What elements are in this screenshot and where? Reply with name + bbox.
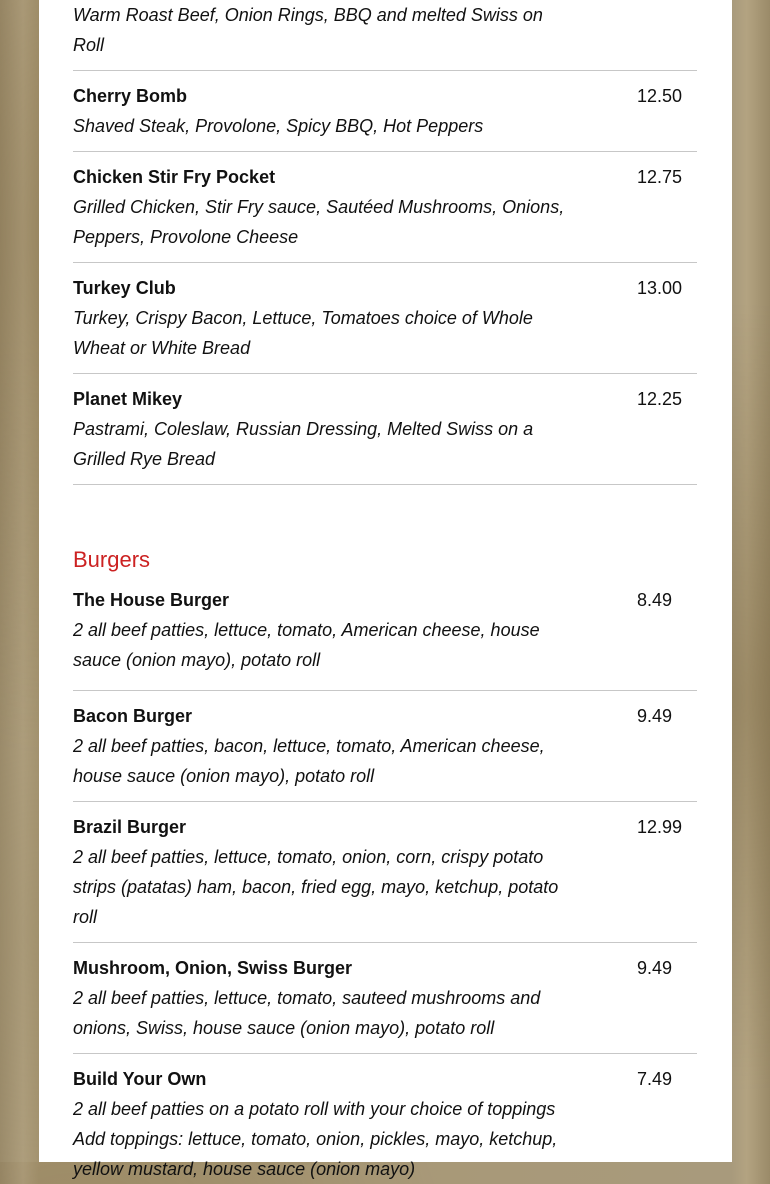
- menu-item: [73, 0, 697, 71]
- section-burgers: [73, 485, 697, 1184]
- item-description: 2 all beef patties on a potato roll with your choice of toppings Add toppings: lettuce, tomato, onion, pickles, mayo, ketchup, yellow mustard, house sauce (onion mayo): [73, 1099, 558, 1179]
- item-description: 2 all beef patties, lettuce, tomato, onion, corn, crispy potato strips (patatas) ham, bacon, fried egg, mayo, ketchup, potato roll: [73, 847, 559, 927]
- menu-item: [73, 802, 697, 943]
- item-price: 12.99: [637, 817, 683, 837]
- item-description: Grilled Chicken, Stir Fry sauce, Sautéed Mushrooms, Onions, Peppers, Provolone Cheese: [73, 197, 565, 247]
- menu-item: [73, 263, 697, 374]
- menu-content: [73, 0, 697, 1184]
- item-name: Mushroom, Onion, Swiss Burger: [73, 958, 353, 978]
- item-price: 12.75: [637, 167, 683, 187]
- item-name: The House Burger: [73, 590, 230, 610]
- menu-item: [73, 152, 697, 263]
- item-description: Turkey, Crispy Bacon, Lettuce, Tomatoes choice of Whole Wheat or White Bread: [73, 308, 533, 358]
- item-description: Shaved Steak, Provolone, Spicy BBQ, Hot Peppers: [73, 116, 484, 136]
- item-description: Warm Roast Beef, Onion Rings, BBQ and melted Swiss on Roll: [73, 5, 543, 55]
- menu-item: [73, 691, 697, 802]
- item-description: 2 all beef patties, lettuce, tomato, American cheese, house sauce (onion mayo), potato roll: [73, 620, 540, 670]
- item-price: 12.25: [637, 389, 683, 409]
- item-price: 9.49: [637, 958, 673, 978]
- menu-item: [73, 943, 697, 1054]
- item-price: 8.49: [637, 590, 673, 610]
- item-description: 2 all beef patties, lettuce, tomato, sauteed mushrooms and onions, Swiss, house sauce (onion mayo), potato roll: [73, 988, 541, 1038]
- item-price: 9.49: [637, 706, 673, 726]
- item-name: Chicken Stir Fry Pocket: [73, 167, 276, 187]
- menu-item: [73, 374, 697, 485]
- item-name: Build Your Own: [73, 1069, 207, 1089]
- item-name: Cherry Bomb: [73, 86, 188, 106]
- item-price: 12.50: [637, 86, 683, 106]
- menu-item: [73, 575, 697, 691]
- item-description: 2 all beef patties, bacon, lettuce, tomato, American cheese, house sauce (onion mayo), potato roll: [73, 736, 545, 786]
- item-name: Brazil Burger: [73, 817, 187, 837]
- menu-item: [73, 71, 697, 152]
- item-name: Turkey Club: [73, 278, 176, 298]
- item-description: Pastrami, Coleslaw, Russian Dressing, Melted Swiss on a Grilled Rye Bread: [73, 419, 534, 469]
- item-name: Planet Mikey: [73, 389, 183, 409]
- section-title: Burgers: [73, 547, 151, 572]
- item-price: 13.00: [637, 278, 683, 298]
- menu-item: [73, 1054, 697, 1184]
- item-price: 7.49: [637, 1069, 673, 1089]
- menu-page: [39, 0, 732, 1179]
- item-name: Bacon Burger: [73, 706, 193, 726]
